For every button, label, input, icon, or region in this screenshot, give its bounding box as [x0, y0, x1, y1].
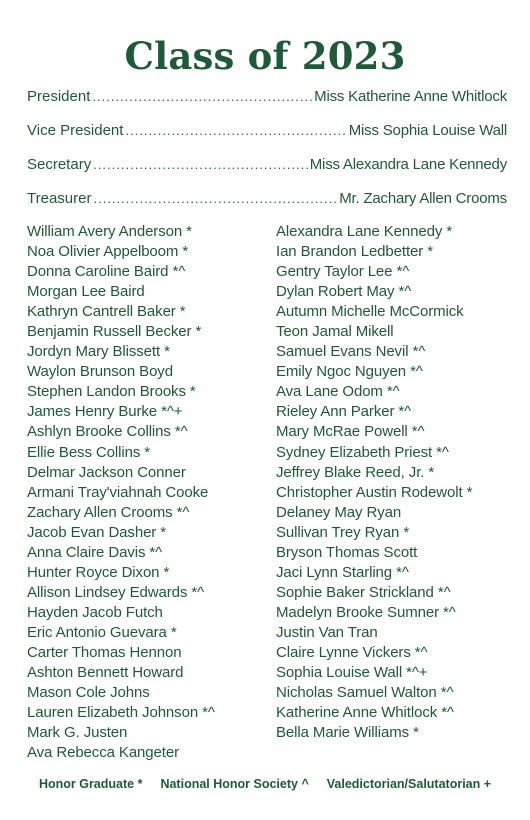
officer-treasurer — [27, 190, 507, 224]
student-name: Jaci Lynn Starling *^ — [276, 563, 409, 581]
student-name: Bella Marie Williams * — [276, 724, 419, 742]
student-name: Sydney Elizabeth Priest *^ — [276, 443, 449, 461]
student-name: Stephen Landon Brooks * — [27, 383, 196, 401]
student-name: Sophie Baker Strickland *^ — [276, 583, 451, 601]
student-name: Anna Claire Davis *^ — [27, 543, 163, 561]
student-name: Delmar Jackson Conner — [27, 463, 186, 481]
student-name: Mason Cole Johns — [27, 684, 150, 702]
officer-name: Miss Katherine Anne Whitlock — [314, 88, 507, 105]
officer-vice-president — [27, 122, 507, 156]
student-name: Armani Tray'viahnah Cooke — [27, 483, 209, 501]
officer-role: Vice President — [27, 122, 124, 139]
student-name: Hayden Jacob Futch — [27, 603, 163, 621]
student-name: Gentry Taylor Lee *^ — [276, 263, 410, 281]
student-name: Ellie Bess Collins * — [27, 443, 151, 461]
student-name: Donna Caroline Baird *^ — [27, 263, 186, 281]
legend-honor-graduate: Honor Graduate * — [38, 777, 143, 791]
officer-name: Miss Sophia Louise Wall — [348, 122, 507, 139]
student-name: Noa Olivier Appelboom * — [27, 243, 189, 261]
student-list-left — [27, 222, 277, 763]
student-name: Jordyn Mary Blissett * — [27, 343, 170, 361]
student-name: Jacob Evan Dasher * — [27, 523, 167, 541]
legend-valedictorian-salutatorian: Valedictorian/Salutatorian + — [326, 777, 492, 791]
student-name: Claire Lynne Vickers *^ — [276, 643, 428, 661]
officer-role: Treasurer — [27, 190, 92, 207]
student-name: Sophia Louise Wall *^+ — [276, 664, 428, 682]
student-name: William Avery Anderson * — [27, 223, 192, 240]
legend-national-honor-society: National Honor Society ^ — [160, 777, 309, 791]
dot-leader — [92, 89, 312, 104]
student-name: Teon Jamal Mikell — [276, 323, 394, 341]
student-list-right — [276, 222, 526, 743]
student-name: Waylon Brunson Boyd — [27, 363, 173, 381]
student-name: Delaney May Ryan — [276, 503, 402, 521]
student-name: Allison Lindsey Edwards *^ — [27, 583, 205, 601]
page-title: Class of 2023 — [124, 34, 406, 78]
student-name: Carter Thomas Hennon — [27, 643, 182, 661]
student-name: Benjamin Russell Becker * — [27, 323, 202, 341]
student-name: Ava Rebecca Kangeter — [27, 744, 179, 762]
dot-leader — [93, 157, 308, 172]
student-name: Ava Lane Odom *^ — [276, 383, 400, 401]
officer-president — [27, 88, 507, 122]
student-name: Rieley Ann Parker *^ — [276, 403, 412, 421]
student-name: Bryson Thomas Scott — [276, 543, 418, 561]
student-name: Emily Ngoc Nguyen *^ — [276, 363, 423, 381]
student-name: Autumn Michelle McCormick — [276, 303, 464, 321]
student-name: Madelyn Brooke Sumner *^ — [276, 603, 456, 621]
dot-leader — [93, 191, 337, 206]
student-name: Justin Van Tran — [276, 623, 378, 641]
student-name: Dylan Robert May *^ — [276, 283, 412, 301]
officer-secretary — [27, 156, 507, 190]
student-name: Eric Antonio Guevara * — [27, 623, 177, 641]
student-name: Katherine Anne Whitlock *^ — [276, 704, 454, 722]
student-name: Alexandra Lane Kennedy * — [276, 223, 453, 240]
officers-list — [27, 88, 507, 224]
student-name: Mark G. Justen — [27, 724, 128, 742]
student-name: Mary McRae Powell *^ — [276, 423, 425, 441]
student-name: Ashton Bennett Howard — [27, 664, 184, 682]
student-name: Lauren Elizabeth Johnson *^ — [27, 704, 215, 722]
student-name: Jeffrey Blake Reed, Jr. * — [276, 463, 435, 481]
student-name: Morgan Lee Baird — [27, 283, 145, 301]
officer-role: Secretary — [27, 156, 92, 173]
student-name: Ashlyn Brooke Collins *^ — [27, 423, 188, 441]
student-name: Kathryn Cantrell Baker * — [27, 303, 186, 321]
officer-name: Mr. Zachary Allen Crooms — [339, 190, 507, 207]
officer-name: Miss Alexandra Lane Kennedy — [309, 156, 507, 173]
student-name: Christopher Austin Rodewolt * — [276, 483, 473, 501]
legend — [0, 777, 530, 791]
student-name: Sullivan Trey Ryan * — [276, 523, 410, 541]
student-name: Nicholas Samuel Walton *^ — [276, 684, 454, 702]
dot-leader — [125, 123, 346, 138]
student-name: Zachary Allen Crooms *^ — [27, 503, 190, 521]
officer-role: President — [27, 88, 91, 105]
student-name: James Henry Burke *^+ — [27, 403, 183, 421]
student-name: Samuel Evans Nevil *^ — [276, 343, 426, 361]
student-name: Hunter Royce Dixon * — [27, 563, 170, 581]
student-name: Ian Brandon Ledbetter * — [276, 243, 433, 261]
